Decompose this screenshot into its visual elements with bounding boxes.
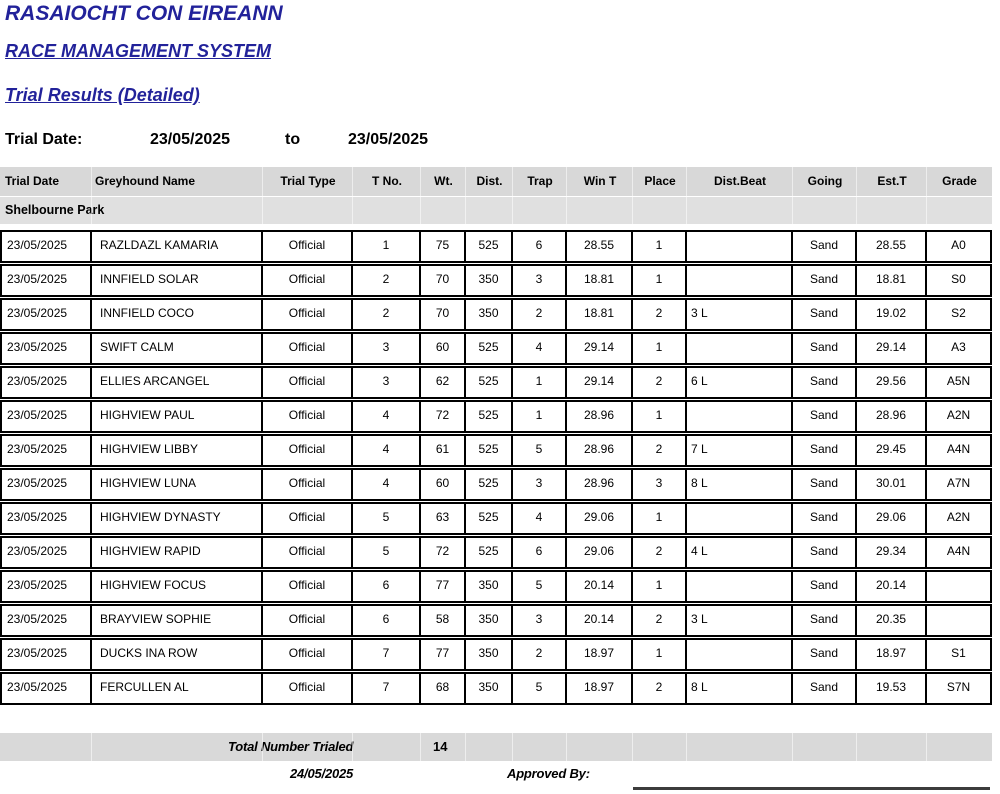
cell-going: Sand [793,436,857,465]
cell-greyhound-name: BRAYVIEW SOPHIE [92,606,263,635]
cell-going: Sand [793,232,857,261]
cell-place: 2 [633,300,687,329]
cell-grade: A7N [946,476,971,490]
cell-greyhound-name: RAZLDAZL KAMARIA [92,232,263,261]
total-trialed-label: Total Number Trialed [228,739,354,754]
cell-trial-type: Official [263,334,353,363]
column-separators [0,197,992,224]
cell-wt: 63 [421,504,466,533]
cell-trap: 1 [513,402,567,431]
cell-dist-beat [687,334,793,363]
cell-going: Sand [793,606,857,635]
cell-dist-beat: 8 L [687,674,793,703]
cell-grade [927,572,990,601]
col-header-dist-beat: Dist.Beat [713,174,766,188]
cell-grade: A2N [946,510,971,524]
cell-trial-type: Official [263,266,353,295]
venue-name: Shelbourne Park [5,203,105,217]
cell-dist-beat: 7 L [687,436,793,465]
cell-wt: 58 [421,606,466,635]
cell-win-t: 20.14 [567,572,633,601]
cell-trial-type: Official [263,572,353,601]
cell-trial-date: 23/05/2025 [2,504,92,533]
cell-dist: 525 [466,402,513,431]
cell-place: 1 [633,402,687,431]
cell-wt: 60 [421,334,466,363]
cell-est-t: 28.96 [857,402,927,431]
cell-greyhound-name: INNFIELD COCO [92,300,263,329]
cell-trap: 5 [513,674,567,703]
column-separators [0,733,992,761]
cell-trap: 3 [513,470,567,499]
cell-going: Sand [793,538,857,567]
cell-est-t: 29.14 [857,334,927,363]
footer-line [0,766,992,786]
cell-dist-beat [687,572,793,601]
cell-greyhound-name: DUCKS INA ROW [92,640,263,669]
cell-trial-date: 23/05/2025 [2,640,92,669]
venue-group-header [0,197,992,224]
cell-dist: 350 [466,640,513,669]
cell-dist-beat [687,232,793,261]
cell-dist: 350 [466,266,513,295]
cell-going: Sand [793,334,857,363]
cell-place: 2 [633,436,687,465]
cell-grade: A2N [946,408,971,422]
col-header-t-no: T No. [372,174,402,188]
cell-win-t: 29.14 [567,334,633,363]
trial-date-from: 23/05/2025 [150,131,231,148]
cell-win-t: 28.96 [567,402,633,431]
cell-greyhound-name: SWIFT CALM [92,334,263,363]
cell-greyhound-name: HIGHVIEW PAUL [92,402,263,431]
cell-going: Sand [793,674,857,703]
cell-place: 1 [633,504,687,533]
cell-wt: 70 [421,300,466,329]
cell-grade: S1 [951,646,966,660]
cell-greyhound-name: HIGHVIEW DYNASTY [92,504,263,533]
cell-grade: A0 [951,238,966,252]
cell-trial-type: Official [263,504,353,533]
col-header-greyhound-name: Greyhound Name [95,174,196,188]
cell-wt: 72 [421,402,466,431]
cell-win-t: 18.97 [567,674,633,703]
cell-dist-beat: 3 L [687,606,793,635]
cell-grade: S0 [951,272,966,286]
table-row [0,502,992,535]
cell-greyhound-name: HIGHVIEW LIBBY [92,436,263,465]
total-band [0,733,992,761]
cell-greyhound-name: HIGHVIEW RAPID [92,538,263,567]
table-row [0,264,992,297]
cell-est-t: 29.34 [857,538,927,567]
cell-t-no: 4 [353,470,421,499]
cell-grade: A3 [951,340,966,354]
col-header-win-t: Win T [583,174,617,188]
cell-going: Sand [793,402,857,431]
cell-est-t: 28.55 [857,232,927,261]
cell-greyhound-name: ELLIES ARCANGEL [92,368,263,397]
cell-trap: 4 [513,504,567,533]
trial-date-filter [5,131,428,149]
cell-grade [927,606,990,635]
cell-est-t: 20.14 [857,572,927,601]
cell-dist: 525 [466,436,513,465]
cell-trial-date: 23/05/2025 [2,232,92,261]
cell-trial-date: 23/05/2025 [2,334,92,363]
cell-dist: 525 [466,470,513,499]
cell-t-no: 6 [353,572,421,601]
approval-signature-line [633,787,990,790]
table-row [0,434,992,467]
cell-t-no: 3 [353,368,421,397]
cell-dist: 350 [466,606,513,635]
trial-date-to: 23/05/2025 [348,131,429,148]
cell-t-no: 6 [353,606,421,635]
table-row [0,400,992,433]
cell-t-no: 5 [353,504,421,533]
cell-trial-date: 23/05/2025 [2,402,92,431]
cell-trial-type: Official [263,606,353,635]
cell-est-t: 29.06 [857,504,927,533]
col-header-trap: Trap [527,174,553,188]
cell-dist: 525 [466,368,513,397]
cell-trap: 6 [513,538,567,567]
cell-trap: 3 [513,606,567,635]
cell-place: 2 [633,674,687,703]
cell-trial-type: Official [263,538,353,567]
cell-going: Sand [793,572,857,601]
table-row [0,570,992,603]
cell-trial-type: Official [263,368,353,397]
table-row [0,230,992,263]
cell-win-t: 18.97 [567,640,633,669]
col-header-est-t: Est.T [877,174,907,188]
cell-trial-date: 23/05/2025 [2,368,92,397]
cell-trial-date: 23/05/2025 [2,470,92,499]
cell-trap: 4 [513,334,567,363]
cell-win-t: 18.81 [567,266,633,295]
table-row [0,672,992,705]
cell-going: Sand [793,640,857,669]
cell-win-t: 18.81 [567,300,633,329]
cell-dist: 525 [466,232,513,261]
col-header-wt: Wt. [434,174,453,188]
cell-trap: 1 [513,368,567,397]
cell-est-t: 29.56 [857,368,927,397]
cell-dist-beat [687,640,793,669]
col-header-trial-type: Trial Type [280,174,336,188]
cell-t-no: 7 [353,674,421,703]
cell-going: Sand [793,266,857,295]
cell-est-t: 19.53 [857,674,927,703]
cell-trial-type: Official [263,470,353,499]
cell-dist-beat: 3 L [687,300,793,329]
cell-wt: 68 [421,674,466,703]
cell-est-t: 19.02 [857,300,927,329]
cell-dist-beat [687,504,793,533]
table-row [0,604,992,637]
cell-t-no: 5 [353,538,421,567]
table-row [0,638,992,671]
cell-t-no: 2 [353,300,421,329]
cell-trap: 5 [513,436,567,465]
cell-wt: 72 [421,538,466,567]
cell-grade: A5N [946,374,971,388]
cell-est-t: 30.01 [857,470,927,499]
cell-wt: 75 [421,232,466,261]
cell-trial-type: Official [263,402,353,431]
table-header-row [0,167,992,196]
cell-wt: 70 [421,266,466,295]
cell-trap: 3 [513,266,567,295]
cell-win-t: 28.96 [567,470,633,499]
cell-win-t: 28.55 [567,232,633,261]
col-header-going: Going [807,174,843,188]
cell-wt: 60 [421,470,466,499]
cell-dist: 525 [466,504,513,533]
cell-trial-date: 23/05/2025 [2,572,92,601]
cell-wt: 61 [421,436,466,465]
cell-place: 2 [633,368,687,397]
cell-trial-type: Official [263,300,353,329]
cell-t-no: 4 [353,402,421,431]
cell-greyhound-name: HIGHVIEW FOCUS [92,572,263,601]
cell-t-no: 1 [353,232,421,261]
cell-going: Sand [793,470,857,499]
cell-place: 2 [633,538,687,567]
table-row [0,332,992,365]
table-row [0,468,992,501]
cell-t-no: 2 [353,266,421,295]
cell-win-t: 29.06 [567,504,633,533]
cell-est-t: 18.97 [857,640,927,669]
cell-greyhound-name: INNFIELD SOLAR [92,266,263,295]
table-row [0,298,992,331]
col-header-place: Place [644,174,676,188]
total-trialed-value: 14 [433,739,448,754]
cell-grade: S7N [946,680,971,694]
print-date: 24/05/2025 [290,766,354,781]
cell-est-t: 18.81 [857,266,927,295]
cell-t-no: 7 [353,640,421,669]
cell-trial-type: Official [263,436,353,465]
cell-dist: 525 [466,334,513,363]
results-table [0,167,992,706]
cell-trial-date: 23/05/2025 [2,538,92,567]
cell-trial-date: 23/05/2025 [2,606,92,635]
approved-by-label: Approved By: [507,766,590,781]
cell-greyhound-name: FERCULLEN AL [92,674,263,703]
cell-win-t: 20.14 [567,606,633,635]
cell-win-t: 29.06 [567,538,633,567]
cell-place: 1 [633,334,687,363]
trial-date-label: Trial Date: [5,131,83,148]
org-title: RASAIOCHT CON EIREANN [5,2,283,25]
cell-wt: 77 [421,640,466,669]
cell-dist-beat: 4 L [687,538,793,567]
cell-trial-type: Official [263,674,353,703]
cell-place: 1 [633,232,687,261]
cell-place: 1 [633,266,687,295]
col-header-grade: Grade [942,174,977,188]
cell-est-t: 29.45 [857,436,927,465]
cell-wt: 77 [421,572,466,601]
cell-win-t: 29.14 [567,368,633,397]
col-header-dist: Dist. [476,174,503,188]
cell-t-no: 4 [353,436,421,465]
cell-trial-date: 23/05/2025 [2,266,92,295]
cell-going: Sand [793,300,857,329]
cell-trap: 5 [513,572,567,601]
cell-going: Sand [793,368,857,397]
cell-trial-date: 23/05/2025 [2,300,92,329]
table-row [0,536,992,569]
cell-grade: A4N [946,442,971,456]
cell-dist-beat [687,402,793,431]
cell-place: 3 [633,470,687,499]
system-title: RACE MANAGEMENT SYSTEM [5,41,272,61]
cell-dist-beat: 6 L [687,368,793,397]
cell-trial-type: Official [263,640,353,669]
report-title: Trial Results (Detailed) [5,85,200,105]
trial-date-to-label: to [285,131,301,148]
cell-grade: S2 [951,306,966,320]
cell-dist: 350 [466,300,513,329]
cell-trial-date: 23/05/2025 [2,674,92,703]
cell-t-no: 3 [353,334,421,363]
cell-place: 1 [633,640,687,669]
cell-dist: 350 [466,572,513,601]
cell-dist-beat [687,266,793,295]
cell-place: 1 [633,572,687,601]
cell-dist: 525 [466,538,513,567]
cell-grade: A4N [946,544,971,558]
cell-trap: 2 [513,640,567,669]
cell-trap: 6 [513,232,567,261]
cell-place: 2 [633,606,687,635]
table-row [0,366,992,399]
cell-est-t: 20.35 [857,606,927,635]
cell-trap: 2 [513,300,567,329]
cell-dist-beat: 8 L [687,470,793,499]
cell-dist: 350 [466,674,513,703]
cell-trial-type: Official [263,232,353,261]
cell-greyhound-name: HIGHVIEW LUNA [92,470,263,499]
table-rows [0,230,992,705]
cell-win-t: 28.96 [567,436,633,465]
cell-wt: 62 [421,368,466,397]
cell-trial-date: 23/05/2025 [2,436,92,465]
cell-going: Sand [793,504,857,533]
col-header-trial-date: Trial Date [5,174,60,188]
